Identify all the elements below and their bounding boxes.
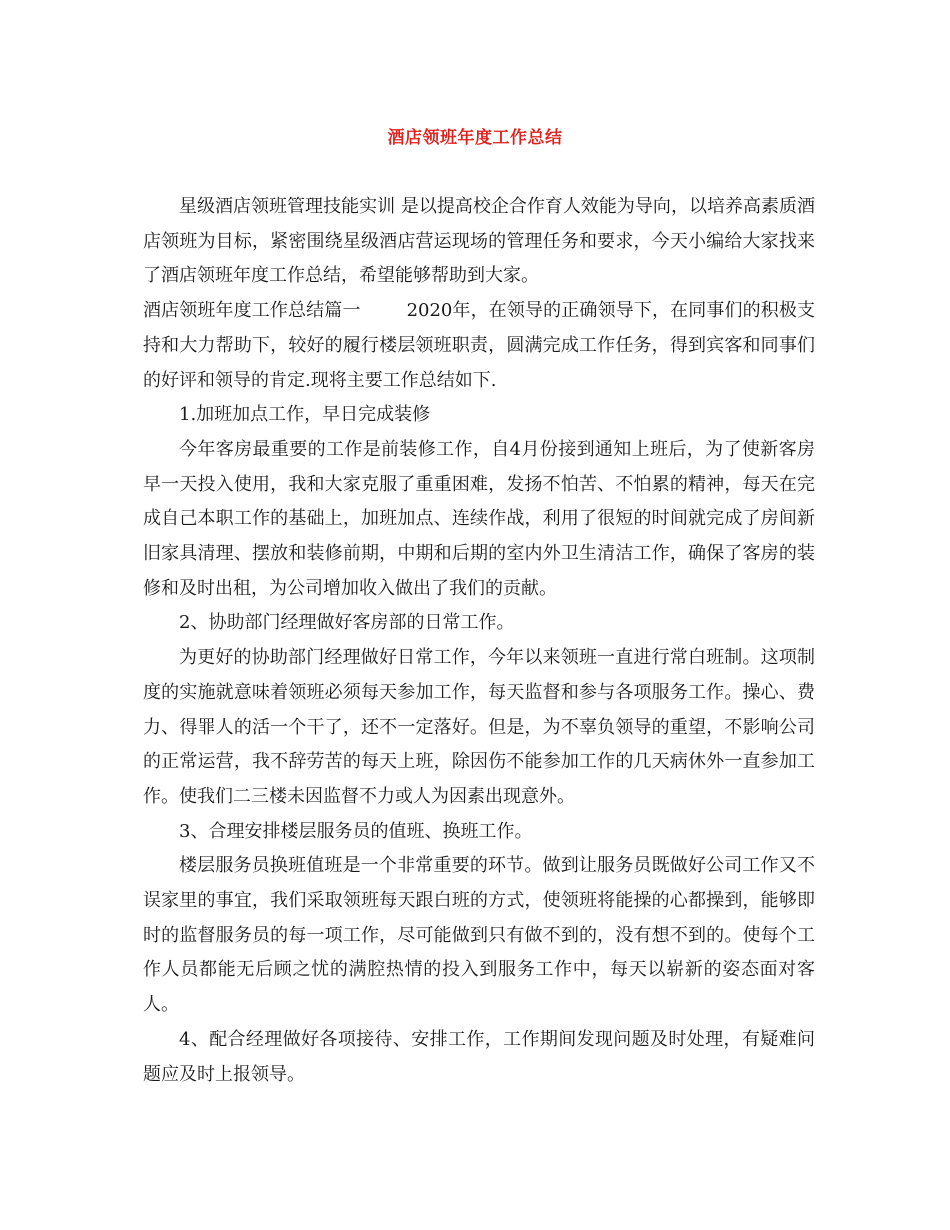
document-title: 酒店领班年度工作总结 — [387, 128, 563, 148]
item3-body: 楼层服务员换班值班是一个非常重要的环节。做到让服务员既做好公司工作又不误家里的事宜，我们采取领班每天跟白班的方式，使领班将能操的心都操到，能够即时的监督服务员的每一项工作，尽可能做到只有做不到的，没有想不到的。使每个工作人员都能无后顾之忧的满腔热情的投入到服务工作中，每天以崭新的姿态面对客人。 — [143, 855, 815, 1016]
item2-body: 为更好的协助部门经理做好日常工作，今年以来领班一直进行常白班制。这项制度的实施就意味着领班必须每天参加工作，每天监督和参与各项服务工作。操心、费力、得罪人的活一个干了，还不一定落好。但是，为不辜负领导的重望，不影响公司的正常运营，我不辞劳苦的每天上班，除因伤不能参加工作的几天病休外一直参加工作。使我们二三楼未因监督不力或人为因素出现意外。 — [143, 647, 815, 807]
intro-paragraph: 星级酒店领班管理技能实训 是以提高校企合作育人效能为导向，以培养高素质酒店领班为目标，紧密围绕星级酒店营运现场的管理任务和要求，今天小编给大家找来了酒店领班年度工作总结，希望能够帮助到大家。 — [143, 196, 815, 287]
item2-heading: 2、协助部门经理做好客房部的日常工作。 — [179, 612, 515, 634]
section-lead: 2020年，在领导的正确领导下，在同事们的积极支持和大力帮助下，较好的履行楼层领班职责，圆满完成工作任务，得到宾客和同事们的好评和领导的肯定.现将主要工作总结如下. — [143, 300, 816, 391]
item3-heading: 3、合理安排楼层服务员的值班、换班工作。 — [179, 820, 533, 842]
section-heading: 酒店领班年度工作总结篇一 — [143, 300, 361, 322]
item1-body: 今年客房最重要的工作是前装修工作，自4月份接到通知上班后，为了使新客房早一天投入使用，我和大家克服了重重困难，发扬不怕苦、不怕累的精神，每天在完成自己本职工作的基础上，加班加点、连续作战，利用了很短的时间就完成了房间新旧家具清理、摆放和装修前期，中期和后期的室内外卫生清洁工作，确保了客房的装修和及时出租，为公司增加收入做出了我们的贡献。 — [143, 438, 815, 599]
section-paragraph — [143, 294, 815, 398]
item1-heading: 1.加班加点工作，早日完成装修 — [179, 404, 431, 426]
item4-body: 4、配合经理做好各项接待、安排工作，工作期间发现问题及时处理，有疑难问题应及时上报领导。 — [143, 1028, 815, 1085]
document-body — [143, 190, 815, 1092]
